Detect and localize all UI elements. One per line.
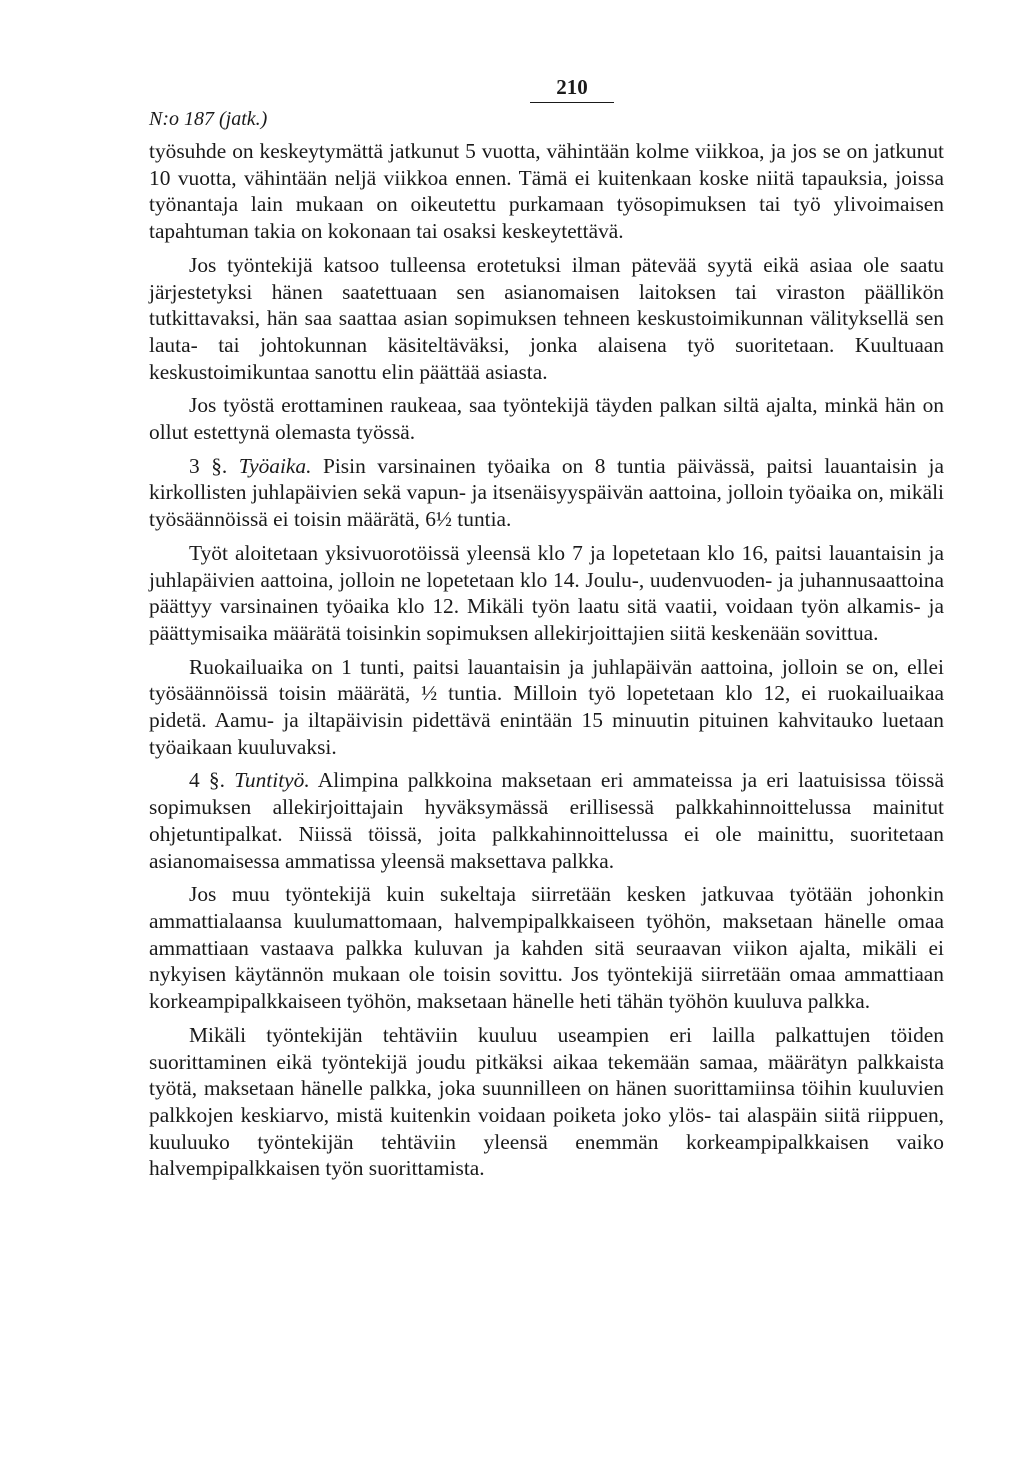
paragraph	[149, 252, 944, 386]
page-header	[149, 74, 944, 134]
paragraph-text: Jos työstä erottaminen raukeaa, saa työntekijä täyden palkan siltä ajalta, minkä hän on ollut estettynä olemasta työssä.	[149, 393, 944, 445]
paragraph	[149, 881, 944, 1015]
section-title: Työaika.	[238, 453, 312, 478]
paragraph-text: Jos työntekijä katsoo tulleensa erotetuksi ilman pätevää syytä eikä asiaa ole saatu järjestetyksi hänen saatettuaan sen asianomaisen laitoksen tai viraston päällikön tutkittavaksi, hän saa saattaa asian sopimuksen tehneen keskustoimikunnan välityksellä sen lauta- tai johtokunnan käsiteltäväksi, jonka alaisena työ suoritetaan. Kuultuaan keskustoimikuntaa sanottu elin päättää asiasta.	[149, 252, 944, 384]
paragraph	[149, 392, 944, 445]
section-title: Tuntityö.	[234, 768, 310, 793]
paragraph	[149, 1022, 944, 1182]
section-number: 3 §.	[189, 453, 228, 478]
paragraph-text: Jos muu työntekijä kuin sukeltaja siirretään kesken jatkuvaa työtään johonkin ammattialaansa kuulumattomaan, halvempipalkkaiseen työhön, maksetaan hänelle omaa ammattiaan vastaava palkka kuluvan ja kahden sitä seuraavan viikon ajalta, mikäli ei nykyisen käytännön mukaan ole toisin sovittu. Jos työntekijä siirretään omaa ammattiaan korkeampipalkkaiseen työhön, maksetaan hänelle heti tähän työhön kuuluva palkka.	[149, 882, 944, 1014]
section-number: 4 §.	[189, 768, 225, 793]
paragraph-text: Mikäli työntekijän tehtäviin kuuluu useampien eri lailla palkattujen töiden suorittaminen eikä työntekijä joudu pitkäksi aikaa tekemään samaa, määrätyn palkkaista työtä, maksetaan hänelle palkka, joka suunnilleen on hänen suorittamiinsa töihin kuuluvien palkkojen keskiarvo, mistä kuitenkin voidaan poiketa joko ylös- tai alaspäin siitä riippuen, kuuluuko työntekijän tehtäviin yleensä enemmän korkeampipalkkaisen vaiko halvempipalkkaisen työn suorittamista.	[149, 1022, 944, 1181]
page-number: 210	[530, 74, 614, 103]
continuation-label: N:o 187 (jatk.)	[149, 108, 268, 130]
document-body	[149, 138, 944, 1182]
section-paragraph	[149, 767, 944, 874]
section-paragraph	[149, 453, 944, 533]
paragraph-text: työsuhde on keskeytymättä jatkunut 5 vuotta, vähintään kolme viikkoa, ja jos se on jatkunut 10 vuotta, vähintään neljä viikkoa ennen. Tämä ei kuitenkaan koske niitä tapauksia, joissa työnantaja lain mukaan on oikeutettu purkamaan työsopimuksen tai työ ylivoimaisen tapahtuman takia on kokonaan tai osaksi keskeytettävä.	[149, 139, 944, 244]
paragraph-text: Pisin varsinainen työaika on 8 tuntia päivässä, paitsi lauantaisin ja kirkollisten juhlapäivien sekä vapun- ja itsenäisyyspäivän aattoina, jolloin työaika on, mikäli työsäännöissä ei toisin määrätä, 6½ tuntia.	[149, 453, 944, 532]
paragraph	[149, 138, 944, 245]
paragraph-text: Ruokailuaika on 1 tunti, paitsi lauantaisin ja juhlapäivän aattoina, jolloin se on, ellei työsäännöissä toisin määrätä, ½ tuntia. Milloin työ lopetetaan klo 12, ei ruokailuaikaa pidetä. Aamu- ja iltapäivisin pidettävä enintään 15 minuutin pituinen kahvitauko luetaan työaikaan kuuluvaksi.	[149, 654, 944, 759]
paragraph	[149, 654, 944, 761]
paragraph-text: Alimpina palkkoina maksetaan eri ammateissa ja eri laatuisissa töissä sopimuksen allekirjoittajain hyväksymässä erillisessä palkkahinnoittelussa mainitut ohjetuntipalkat. Niissä töissä, joita palkkahinnoittelussa ei ole mainittu, suoritetaan asianomaisessa ammatissa yleensä maksettava palkka.	[149, 768, 944, 873]
paragraph-text: Työt aloitetaan yksivuorotöissä yleensä klo 7 ja lopetetaan klo 16, paitsi lauantaisin ja juhlapäivien aattoina, jolloin ne lopetetaan klo 14. Joulu-, uudenvuoden- ja juhannusaattoina päättyy varsinainen työaika klo 12. Mikäli työn laatu sitä vaatii, voidaan työn alkamis- ja päättymisaika määrätä toisinkin sopimuksen allekirjoittajien siitä keskenään sovittua.	[149, 540, 944, 645]
paragraph	[149, 540, 944, 647]
